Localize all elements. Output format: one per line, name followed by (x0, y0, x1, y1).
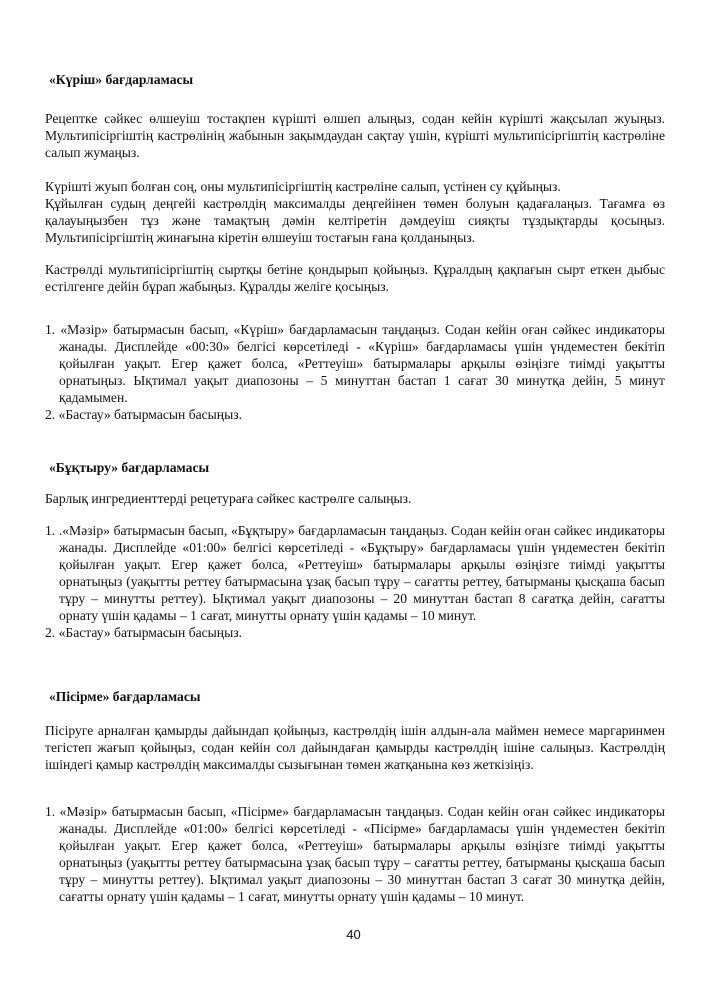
section-title-bake: «Пісірме» бағдарламасы (49, 689, 201, 704)
bake-intro (45, 722, 665, 773)
bake-steps (45, 803, 665, 905)
stew-paragraph-1: Барлық ингредиенттерді рецетураға сәйкес кастрөлге салыңыз. (45, 491, 412, 506)
section-rice (45, 71, 665, 88)
section-bake (45, 688, 665, 705)
rice-steps (45, 321, 665, 423)
bake-step-1: 1. «Мәзір» батырмасын басып, «Пісірме» бағдарламасын таңдаңыз. Содан кейін оған сәйкес индикаторы жанады. Дисплейде «01:00» белгісі көрсетіледі - «Пісірме» бағдарламасы үшін үндеместен бекітіп қойылған уақыт. Егер қажет болса, «Реттеуіш» батырмалары арқылы өзіңізге тиімді уақытты орнатыңыз (уақытты реттеу батырмасына ұзақ басып тұру – сағатты реттеу, батырманы қысқаша басып тұру – минутты реттеу). Ықтимал уақыт диапозоны – 30 минуттан бастап 3 сағат 30 минутқа дейін, сағатты орнату үшін қадамы – 1 сағат, минутты орнату үшін қадамы – 10 минут. (45, 804, 665, 904)
rice-step-1: 1. «Мәзір» батырмасын басып, «Күріш» бағдарламасын таңдаңыз. Содан кейін оған сәйкес индикаторы жанады. Дисплейде «00:30» белгісі көрсетіледі - «Күріш» бағдарламасы үшін үндеместен бекітіп қойылған уақыт. Егер қажет болса, «Реттеуіш» батырмалары арқылы өзіңізге тиімді уақытты орнатыңыз. Ықтимал уақыт диапозоны – 5 минуттан бастап 1 сағат 30 минутқа дейін, 5 минут қадамымен. (45, 322, 665, 405)
stew-step-1: 1. .«Мәзір» батырмасын басып, «Бұқтыру» бағдарламасын таңдаңыз. Содан кейін оған сәйкес индикаторы жанады. Дисплейде «01:00» белгісі көрсетіледі - «Бұқтыру» бағдарламасы үшін үндеместен бекітіп қойылған уақыт. Егер қажет болса, «Реттеуіш» батырмалары арқылы өзіңізге тиімді уақытты орнатыңыз (уақытты реттеу батырмасына ұзақ басып тұру – сағатты реттеу, батырманы қысқаша басып тұру – минутты реттеу). Ықтимал уақыт диапозоны – 20 минуттан бастап 8 сағатқа дейін, сағатты орнату үшін қадамы – 1 сағат, минутты орнату үшін қадамы – 10 минут. (45, 523, 665, 623)
section-stew (45, 459, 665, 476)
stew-steps (45, 522, 665, 641)
stew-step-2: 2. «Бастау» батырмасын басыңыз. (45, 625, 242, 640)
section-title-rice: «Күріш» бағдарламасы (49, 72, 194, 87)
rice-intro (45, 110, 665, 161)
rice-paragraph-4: Кастрөлді мультипісіргіштің сыртқы бетіне қондырып қойыңыз. Құралдың қақпағын сырт еткен дыбыс естілгенге дейін бұрап жабыңыз. Құралды желіге қосыңыз. (45, 262, 665, 294)
rice-setup (45, 261, 665, 295)
page-number: 40 (346, 927, 361, 942)
stew-intro (45, 490, 665, 507)
section-title-stew: «Бұқтыру» бағдарламасы (49, 460, 210, 475)
rice-paragraph-3: Құйылған судың деңгейі кастрөлдің максималды деңгейінен төмен болуын қадағалаңыз. Тағамға өз қалауыңызбен тұз және тамақтың дәмін келтіретін дәмдеуіш сияқты тұздықтарды қосыңыз. Мультипісіргіштің жинағына кіретін өлшеуіш тостағын ғана қолданыңыз. (45, 196, 665, 245)
bake-paragraph-1: Пісіруге арналған қамырды дайындап қойыңыз, кастрөлдің ішін алдын-ала маймен немесе маргаринмен тегістеп жағып қойыңыз, содан кейін сол дайындаған қамырды кастрөлдің ішіне салыңыз. Кастрөлдің ішіндегі қамыр кастрөлдің максималды сызығынан төмен жатқанына көз жеткізіңіз. (45, 723, 665, 772)
rice-step-2: 2. «Бастау» батырмасын басыңыз. (45, 407, 242, 422)
rice-paragraph-1: Рецептке сәйкес өлшеуіш тостақпен күрішті өлшеп алыңыз, содан кейін күрішті жақсылап жуыңыз. Мультипісіргіштің кастрөлінің жабынын зақымдаудан сақтау үшін, күрішті мультипісіргіштің кастрөліне салып жумаңыз. (45, 111, 665, 160)
rice-water (45, 178, 665, 246)
rice-paragraph-2: Күрішті жуып болған соң, оны мультипісіргіштің кастрөліне салып, үстінен су құйыңыз. (45, 179, 561, 194)
